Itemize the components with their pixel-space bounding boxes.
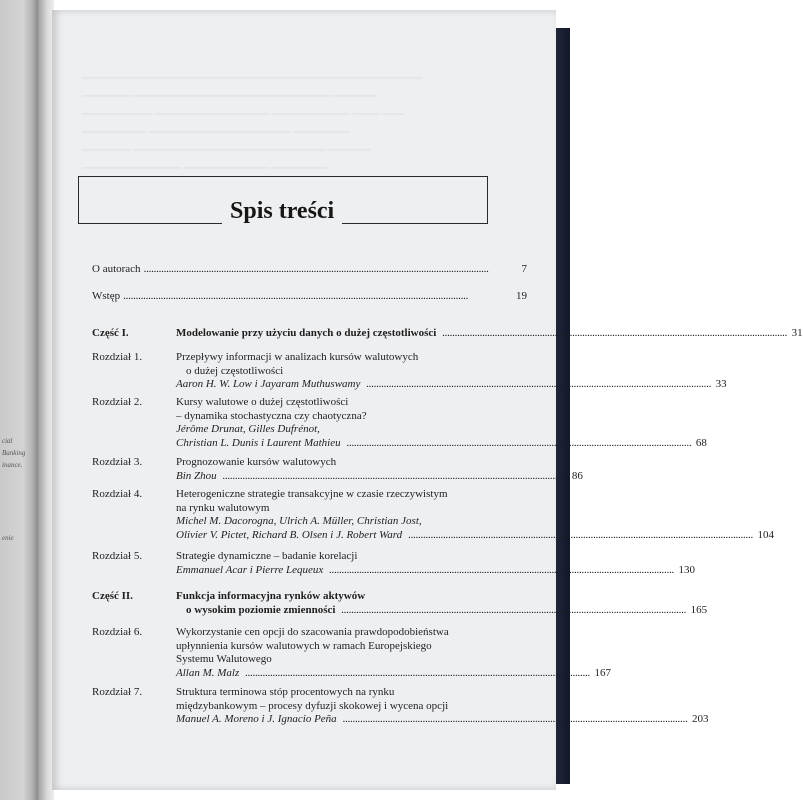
chapter-title-line: Strategie dynamiczne – badanie korelacji xyxy=(176,550,358,562)
adjacent-left-page xyxy=(0,0,38,800)
toc-entry-o-autorach xyxy=(92,263,527,275)
chapter-label: Rozdział 4. xyxy=(92,488,143,500)
dot-leader xyxy=(408,529,752,541)
chapter-label: Rozdział 2. xyxy=(92,396,143,408)
entry-page: 68 xyxy=(695,436,707,449)
bleed-through-text: ──────────────────────────────────────────────── ─────── ──────────────────────────── ────── ────────── ──────────────── ─────────── ──── ─── ───────── ──────────────────── ──────── ─────── ─────────────────────────── ────── ────────────── ──────────── ──────── xyxy=(82,73,423,174)
entry-page: 203 xyxy=(691,713,709,725)
chapter-title-line: – dynamika stochastyczna czy chaotyczna? xyxy=(176,409,367,422)
entry-page: 165 xyxy=(690,603,708,616)
part-title-line: o wysokim poziomie zmienności xyxy=(186,603,336,616)
chapter-title-line: Prognozowanie kursów walutowych xyxy=(176,456,337,468)
left-page-fragment: enie xyxy=(2,534,14,542)
chapter-authors: Emmanuel Acar i Pierre Lequeux xyxy=(176,563,324,576)
dot-leader xyxy=(245,667,589,679)
chapter-label: Rozdział 1. xyxy=(92,351,143,363)
part-title-line: Funkcja informacyjna rynków aktywów xyxy=(176,590,366,602)
left-page-fragment: inance. xyxy=(2,461,23,469)
dot-leader xyxy=(442,327,786,339)
entry-page: 167 xyxy=(594,666,611,679)
chapter-authors: Jérôme Drunat, Gilles Dufrénot, xyxy=(176,423,320,435)
chapter-title-line: upłynnienia kursów walutowych w ramach Europejskiego xyxy=(176,639,432,652)
entry-page: 130 xyxy=(678,563,695,576)
page-title: Spis treści xyxy=(222,198,342,225)
dot-leader xyxy=(346,437,690,449)
dot-leader xyxy=(123,290,513,302)
chapter-title-line: Przepływy informacji w analizach kursów walutowych xyxy=(176,351,419,363)
dot-leader xyxy=(222,470,566,482)
part-label: Część II. xyxy=(92,590,133,602)
entry-page: 33 xyxy=(715,378,727,390)
chapter-authors: Olivier V. Pictet, Richard B. Olsen i J. Robert Ward xyxy=(176,528,403,541)
chapter-label: Rozdział 6. xyxy=(92,626,143,638)
toc-entry-wstep xyxy=(92,290,527,302)
chapter-title-line: Struktura terminowa stóp procentowych na rynku xyxy=(176,686,395,698)
part-label: Część I. xyxy=(92,327,129,339)
entry-title: Wstęp xyxy=(92,290,121,302)
dot-leader xyxy=(341,604,685,616)
left-page-fragment: cial xyxy=(2,437,13,445)
chapter-authors: Christian L. Dunis i Laurent Mathieu xyxy=(176,436,341,449)
chapter-label: Rozdział 3. xyxy=(92,456,143,468)
part-title: Modelowanie przy użyciu danych o dużej częstotliwości xyxy=(176,327,437,339)
chapter-title-line: o dużej częstotliwości xyxy=(186,364,284,377)
dot-leader xyxy=(329,564,673,576)
chapter-authors: Allan M. Malz xyxy=(176,666,240,679)
dot-leader xyxy=(342,713,686,725)
chapter-label: Rozdział 5. xyxy=(92,550,143,562)
chapter-title-line: na rynku walutowym xyxy=(176,501,270,514)
chapter-authors: Manuel A. Moreno i J. Ignacio Peña xyxy=(176,713,337,725)
entry-page: 19 xyxy=(516,290,527,302)
book-page xyxy=(52,10,803,790)
entry-page: 104 xyxy=(757,528,774,541)
dot-leader xyxy=(366,378,710,390)
entry-page: 86 xyxy=(571,469,583,482)
left-page-fragment: Banking xyxy=(2,449,26,457)
chapter-authors: Aaron H. W. Low i Jayaram Muthuswamy xyxy=(176,378,361,390)
chapter-authors: Bin Zhou xyxy=(176,469,217,482)
entry-title: O autorach xyxy=(92,263,141,275)
chapter-label: Rozdział 7. xyxy=(92,686,143,698)
chapter-authors: Michel M. Dacorogna, Ulrich A. Müller, Christian Jost, xyxy=(176,515,422,527)
dot-leader xyxy=(144,263,519,275)
chapter-title-line: Systemu Walutowego xyxy=(176,653,272,665)
chapter-title-line: Heterogeniczne strategie transakcyjne w czasie rzeczywistym xyxy=(176,488,448,500)
chapter-title-line: Wykorzystanie cen opcji do szacowania prawdopodobieństwa xyxy=(176,626,449,638)
entry-page: 7 xyxy=(521,263,527,275)
chapter-title-line: Kursy walutowe o dużej częstotliwości xyxy=(176,396,349,408)
entry-page: 31 xyxy=(791,327,803,339)
chapter-title-line: międzybankowym – procesy dyfuzji skokowej i wycena opcji xyxy=(176,699,449,712)
